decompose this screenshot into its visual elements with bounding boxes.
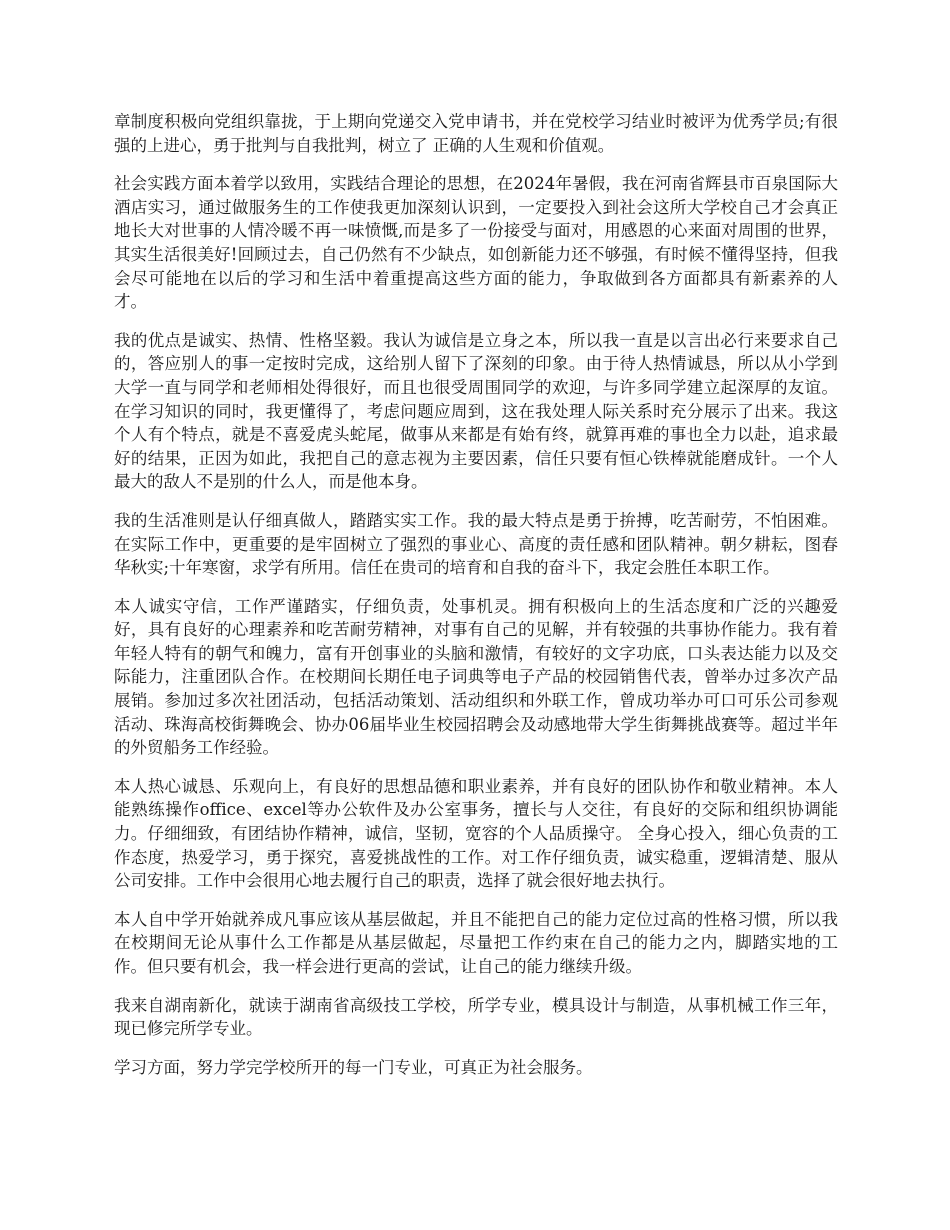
paragraph-social-practice: 社会实践方面本着学以致用，实践结合理论的思想，在2024年暑假，我在河南省辉县市百泉国际大酒店实习，通过做服务生的工作使我更加深刻认识到，一定要投入到社会这所大学校自己才会真正地长大对世事的人情冷暖不再一味愤慨,而是多了一份接受与面对，用感恩的心来面对周围的世界，其实生活很美好!回顾过去，自己仍然有不少缺点，如创新能力还不够强，有时候不懂得坚持，但我会尽可能地在以后的学习和生活中着重提高这些方面的能力，争取做到各方面都具有新素养的人才。 bbox=[114, 174, 838, 312]
paragraph-party-membership: 章制度积极向党组织靠拢，于上期向党递交入党申请书，并在党校学习结业时被评为优秀学员;有很强的上进心，勇于批判与自我批判，树立了 正确的人生观和价值观。 bbox=[114, 112, 838, 155]
paragraph-background: 我来自湖南新化，就读于湖南省高级技工学校，所学专业，模具设计与制造，从事机械工作三年，现已修完所学专业。 bbox=[114, 995, 838, 1039]
paragraph-grassroots-habit: 本人自中学开始就养成凡事应该从基层做起，并且不能把自己的能力定位过高的性格习惯，所以我在校期间无论从事什么工作都是从基层做起，尽量把工作约束在自己的能力之内，脚踏实地的工作。但只要有机会，我一样会进行更高的尝试，让自己的能力继续升级。 bbox=[114, 909, 838, 976]
paragraph-work-attitude: 本人诚实守信，工作严谨踏实，仔细负责，处事机灵。拥有积极向上的生活态度和广泛的兴趣爱好，具有良好的心理素养和吃苦耐劳精神，对事有自己的见解，并有较强的共事协作能力。我有着年轻人特有的朝气和魄力，富有开创事业的头脑和激情，有较好的文字功底，口头表达能力以及交际能力，注重团队合作。在校期间长期任电子词典等电子产品的校园销售代表，曾举办过多次产品展销。参加过多次社团活动，包括活动策划、活动组织和外联工作，曾成功举办可口可乐公司参观活动、珠海高校街舞晚会、协办06届毕业生校园招聘会及动感地带大学生街舞挑战赛等。超过半年的外贸船务工作经验。 bbox=[114, 596, 838, 758]
paragraph-study: 学习方面，努力学完学校所开的每一门专业，可真正为社会服务。 bbox=[114, 1057, 593, 1077]
paragraph-life-principles: 我的生活准则是认仔细真做人，踏踏实实工作。我的最大特点是勇于拚搏，吃苦耐劳，不怕困难。在实际工作中，更重要的是牢固树立了强烈的事业心、高度的责任感和团队精神。朝夕耕耘，图春华秋实;十年寒窗，求学有所用。信任在贵司的培育和自我的奋斗下，我定会胜任本职工作。 bbox=[114, 510, 838, 578]
paragraph-professional-skills: 本人热心诚恳、乐观向上，有良好的思想品德和职业素养，并有良好的团队协作和敬业精神。本人能熟练操作office、excel等办公软件及办公室事务，擅长与人交往，有良好的交际和组织协调能力。仔细细致，有团结协作精神，诚信，坚韧，宽容的个人品质操守。 全身心投入，细心负责的工作态度，热爱学习，勇于探究，喜爱挑战性的工作。对工作仔细负责，诚实稳重，逻辑清楚、服从公司安排。工作中会很用心地去履行自己的职责，选择了就会很好地去执行。 bbox=[114, 776, 838, 891]
paragraph-strengths: 我的优点是诚实、热情、性格坚毅。我认为诚信是立身之本，所以我一直是以言出必行来要求自己的，答应别人的事一定按时完成，这给别人留下了深刻的印象。由于待人热情诚恳，所以从小学到大学一直与同学和老师相处得很好，而且也很受周围同学的欢迎，与许多同学建立起深厚的友谊。在学习知识的同时，我更懂得了，考虑问题应周到，这在我处理人际关系时充分展示了出来。我这个人有个特点，就是不喜爱虎头蛇尾，做事从来都是有始有终，就算再难的事也全力以赴，追求最好的结果，正因为如此，我把自己的意志视为主要因素，信任只要有恒心铁棒就能磨成针。一个人最大的敌人不是别的什么人，而是他本身。 bbox=[114, 330, 838, 492]
